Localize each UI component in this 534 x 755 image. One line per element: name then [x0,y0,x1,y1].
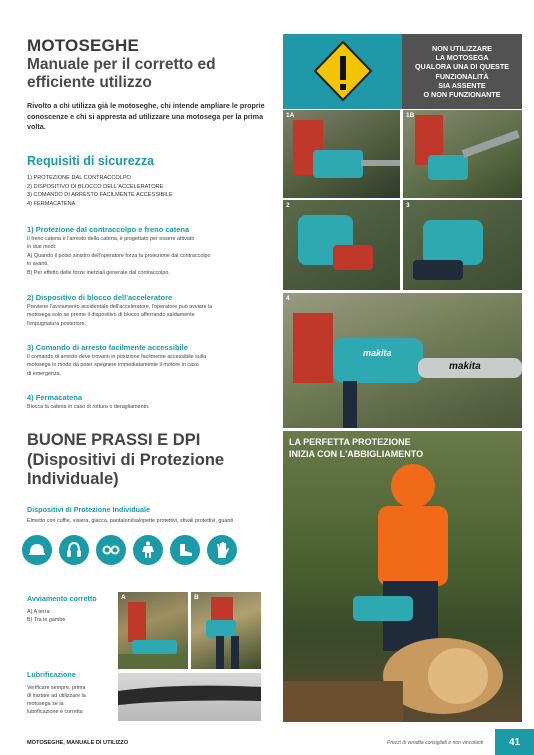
brand-logo: makita [363,348,392,358]
text-line: di iniziare ad utilizzare la [27,693,86,699]
text-line: motosega solo se preme il dispositivo di blocco afferrando saldamente [27,312,195,319]
section-kickback [27,225,272,277]
text-line: Blocca la catena in caso di rottura o deragliamento. [27,404,150,410]
photo-2 [283,200,400,290]
section-throttle-lock [27,293,272,328]
requirements-list [27,174,267,208]
section-text [27,353,272,378]
section-heading: 3) Comando di arresto facilmente accessibile [27,343,188,352]
photo-1b [403,110,522,198]
text-line: motosega in modo da poter spegnere immediatamente il motore in caso [27,362,199,369]
dpi-text: Elmetto con cuffie, visiera, giacca, pantaloni/salopette protettivi, stivali protettivi, guanti [27,518,234,524]
text-line: in due modi: [27,244,57,251]
photo-label: 4 [286,295,290,302]
section-heading: 4) Fermacatena [27,393,83,402]
text-line: l'impugnatura posteriore. [27,320,87,327]
safety-boot-icon [170,535,200,565]
startup-block [27,594,107,624]
page-number: 41 [495,729,534,755]
list-item: 4) FERMACATENA [27,200,76,207]
photo-label: B [194,594,199,601]
photo-label: 1A [286,112,295,119]
lubrication-photo [118,673,261,721]
protective-suit-icon [133,535,163,565]
section-text [27,303,272,328]
text-line: A) Quando il polso sinistro dell'operatore forza la protezione dal contraccolpo [27,252,211,259]
text-line: Il comando di arresto deve trovarsi in posizione facilmente accessibile sulla [27,354,207,360]
helmet-icon [22,535,52,565]
big-photo-caption: LA PERFETTA PROTEZIONE INIZIA CON L'ABBIGLIAMENTO [289,437,424,459]
photo-label: A [121,594,126,601]
goggles-icon [96,535,126,565]
warning-icon [313,40,373,102]
text-line: motosega se la [27,701,64,707]
ear-protection-icon [59,535,89,565]
startup-heading: Avviamento corretto [27,594,97,603]
list-item: 2) DISPOSITIVO DI BLOCCO DELL'ACCELERATORE [27,183,164,190]
photo-label: 3 [406,202,410,209]
footer-left: MOTOSEGHE, MANUALE DI UTILIZZO [27,740,129,746]
warning-text: NON UTILIZZARE LA MOTOSEGA QUALORA UNA DI QUESTE FUNZIONALITÀ SIA ASSENTE O NON FUNZIONANTE [402,34,522,109]
section-heading: 2) Dispositivo di blocco dell'acceleratore [27,293,173,302]
footer-right: Prezzi di vendita consigliati e non vincolanti [387,740,484,746]
text-line: Il freno catena è l'arresto della catena, è progettato per essere attivato [27,236,195,242]
text-line: B) Tra le gambe [27,617,66,623]
list-item: 1) PROTEZIONE DAL CONTRACCOLPO [27,175,131,181]
glove-icon [207,535,237,565]
requirements-heading: Requisiti di sicurezza [27,154,155,168]
text-line: A) A terra [27,609,50,615]
photo-label: 2 [286,202,290,209]
lubrication-block [27,670,112,716]
text-line: Previene l'avviamento accidentale dell'acceleratore, l'operatore può avviare la [27,304,213,310]
intro-text: Rivolto a chi utilizza già le motoseghe, chi intende ampliare le proprie conoscenze e chi si appresta ad utilizzare una motosega per la prima volta. [27,101,265,131]
text-line: Verificare sempre, prima [27,685,86,691]
practices-heading: BUONE PRASSI E DPI (Dispositivi di Protezione Individuale) [27,431,225,488]
startup-photo-a [118,592,188,669]
dpi-icons [22,535,272,567]
section-chain-catcher [27,393,272,411]
section-stop-switch [27,343,272,378]
text-line: in avanti. [27,261,49,268]
section-heading: 1) Protezione dal contraccolpo e freno catena [27,225,190,234]
text-line: di emergenza. [27,370,62,377]
list-item: 3) COMANDO DI ARRESTO FACILMENTE ACCESSIBILE [27,192,173,199]
section-text [27,403,272,411]
page-subtitle: Manuale per il corretto ed efficiente utilizzo [27,56,216,91]
dpi-heading: Dispositivi di Protezione Individuale [27,505,151,514]
lubrication-heading: Lubrificazione [27,670,76,679]
photo-4 [283,293,522,428]
section-text [27,235,272,277]
warning-sign [283,34,402,109]
lubrication-text [27,684,112,716]
startup-photo-b [191,592,261,669]
text-line: lubrificazione è corretta [27,709,83,715]
text-line: B) Per effetto delle forze inerziali generate dal contraccolpo. [27,269,170,276]
photo-3 [403,200,522,290]
photo-label: 1B [406,112,415,119]
startup-text [27,608,107,624]
brand-logo-bar: makita [449,361,481,372]
photo-1a [283,110,400,198]
protective-clothing-photo [283,431,522,722]
page-title: MOTOSEGHE [27,36,140,55]
